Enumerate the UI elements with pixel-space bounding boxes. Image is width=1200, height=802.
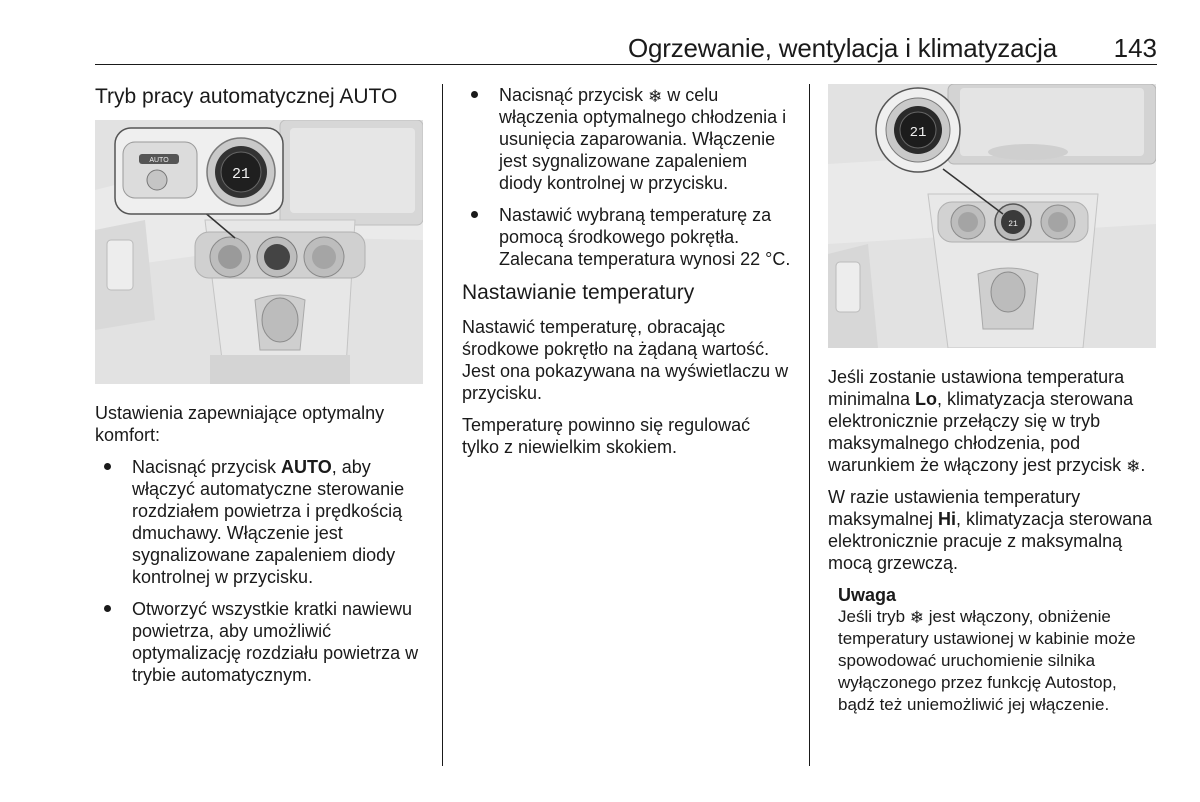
note-title: Uwaga	[838, 585, 897, 605]
note-text: Jeśli tryb	[838, 607, 910, 626]
paragraph-hi	[828, 486, 1158, 574]
figure-auto-mode	[95, 120, 423, 384]
chapter-title: Ogrzewanie, wentylacja i klimatyzacja	[628, 33, 1057, 63]
lo-label: Lo	[915, 389, 938, 409]
note-box	[828, 584, 1158, 716]
paragraph-text: , klimatyzacja sterowana elektronicznie przełączy się w tryb maksymalnego chłodzenia, pod warunkiem że włączony jest przycisk	[828, 389, 1134, 475]
list-item-text: Otworzyć wszystkie kratki nawiewu powietrza, aby umożliwić optymalizację rozdziału powietrza w trybie automatycznym.	[132, 599, 419, 685]
column-divider	[442, 84, 443, 766]
bullet-icon	[471, 91, 478, 98]
header-rule	[95, 64, 1157, 65]
list-item	[95, 456, 425, 588]
page-number: 143	[1113, 33, 1157, 63]
note-body	[838, 606, 1158, 716]
list-item-text: , aby włączyć automatyczne sterowanie rozdziałem powietrza i prędkością dmuchawy. Włączenie jest sygnalizowane zapaleniem diody kontrolnej w przycisku.	[132, 457, 405, 587]
subheading-temperature: Nastawianie temperatury	[462, 281, 695, 304]
note-text: jest włączony, obniżenie temperatury ustawionej w kabinie może spowodować uruchomienie silnika wyłączonego przez funkcję Autostop, bądź też uniemożliwić jej włączenie.	[838, 607, 1136, 714]
column-divider	[809, 84, 810, 766]
section-heading-auto: Tryb pracy automatycznej AUTO	[95, 85, 398, 108]
paragraph-text: , klimatyzacja sterowana elektronicznie pracuje z maksymalną mocą grzewczą.	[828, 509, 1153, 573]
dashboard-illustration	[828, 84, 1156, 348]
list-item-text: w celu włączenia optymalnego chłodzenia i usunięcia zaparowania. Włączenie jest sygnalizowane zapaleniem diody kontrolnej w przycisku.	[499, 85, 787, 193]
temperature-display-text: 21	[909, 125, 927, 141]
bullet-list-cooling	[462, 84, 792, 270]
dashboard-illustration	[95, 120, 423, 384]
paragraph: Temperaturę powinno się regulować tylko z niewielkim skokiem.	[462, 415, 751, 457]
intro-text: Ustawienia zapewniające optymalny komfort:	[95, 403, 385, 445]
snowflake-icon: ❄	[648, 87, 663, 106]
auto-label: AUTO	[281, 457, 332, 477]
column-1	[95, 84, 425, 696]
figure-temperature-knob	[828, 84, 1156, 348]
paragraph-text: Jeśli zostanie ustawiona temperatura minimalna	[828, 367, 1125, 409]
paragraph: Nastawić temperaturę, obracając środkowe pokrętło na żądaną wartość. Jest ona pokazywana na wyświetlaczu w przycisku.	[462, 317, 789, 403]
temperature-display-text: 21	[231, 166, 251, 183]
list-item-text: Nacisnąć przycisk	[499, 85, 649, 105]
list-item	[462, 204, 792, 270]
list-item-text: Nacisnąć przycisk	[132, 457, 282, 477]
small-display-text: AUTO	[149, 157, 169, 164]
hi-label: Hi	[938, 509, 957, 529]
bullet-icon	[471, 211, 478, 218]
snowflake-icon: ❄	[1126, 457, 1141, 476]
snowflake-icon: ❄	[909, 608, 925, 627]
list-item	[95, 598, 425, 686]
column-2	[462, 84, 792, 468]
bullet-icon	[104, 463, 111, 470]
list-item	[462, 84, 792, 194]
page-header	[95, 32, 1157, 66]
paragraph-text: W razie ustawienia temperatury maksymalnej	[828, 487, 1081, 529]
bullet-icon	[104, 605, 111, 612]
list-item-text: Nastawić wybraną temperaturę za pomocą środkowego pokrętła. Zalecana temperatura wynosi 22 °C.	[499, 205, 791, 269]
bullet-list-auto	[95, 456, 425, 686]
paragraph-text: .	[1140, 455, 1146, 475]
column-3	[828, 84, 1158, 716]
small-temperature-text: 21	[1008, 220, 1018, 229]
paragraph-lo	[828, 366, 1158, 476]
